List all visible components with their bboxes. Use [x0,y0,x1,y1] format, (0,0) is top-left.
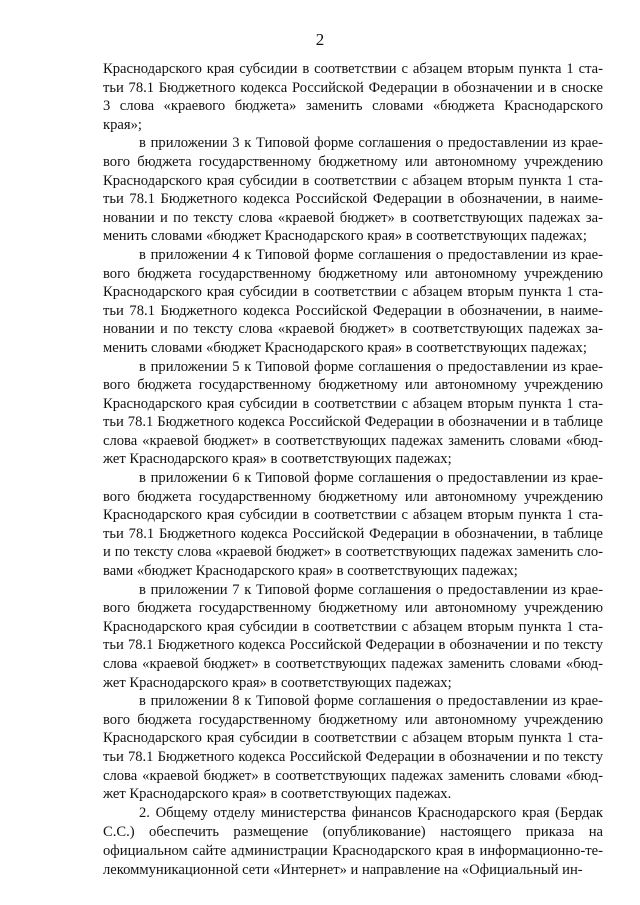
paragraph-appendix-6: в приложении 6 к Типовой форме соглашения о предоставлении из краевого бюджета государственному бюджетному или автономному учреждению Краснодарского края субсидии в соответствии с абзацем вторым пункта 1 статьи 78.1 Бюджетного кодекса Российской Федерации в обозначении, в таблице и по тексту слова «краевой бюджет» в соответствующих падежах заменить словами «бюджет Краснодарского края» в соответствующих падежах; [103,470,603,580]
paragraph-appendix-3: в приложении 3 к Типовой форме соглашения о предоставлении из краевого бюджета государственному бюджетному или автономному учреждению Краснодарского края субсидии в соответствии с абзацем вторым пункта 1 статьи 78.1 Бюджетного кодекса Российской Федерации в обозначении, в наименовании и по тексту слова «краевой бюджет» в соответствующих падежах заменить словами «бюджет Краснодарского края» в соответствующих падежах; [103,135,603,245]
paragraph-appendix-4: в приложении 4 к Типовой форме соглашения о предоставлении из краевого бюджета государственному бюджетному или автономному учреждению Краснодарского края субсидии в соответствии с абзацем вторым пункта 1 статьи 78.1 Бюджетного кодекса Российской Федерации в обозначении, в наименовании и по тексту слова «краевой бюджет» в соответствующих падежах заменить словами «бюджет Краснодарского края» в соответствующих падежах; [103,246,603,356]
document-body [103,60,603,880]
page-number: 2 [315,30,325,49]
paragraph-appendix-5: в приложении 5 к Типовой форме соглашения о предоставлении из краевого бюджета государственному бюджетному или автономному учреждению Краснодарского края субсидии в соответствии с абзацем вторым пункта 1 статьи 78.1 Бюджетного кодекса Российской Федерации в обозначении и в таблице слова «краевой бюджет» в соответствующих падежах заменить словами «бюджет Краснодарского края» в соответствующих падежах; [103,358,603,468]
paragraph-continuation: Краснодарского края субсидии в соответствии с абзацем вторым пункта 1 статьи 78.1 Бюджетного кодекса Российской Федерации в обозначении и в сноске 3 слова «краевого бюджета» заменить словами «бюджета Краснодарского края»; [103,61,603,133]
paragraph-appendix-7: в приложении 7 к Типовой форме соглашения о предоставлении из краевого бюджета государственному бюджетному или автономному учреждению Краснодарского края субсидии в соответствии с абзацем вторым пункта 1 статьи 78.1 Бюджетного кодекса Российской Федерации в обозначении и по тексту слова «краевой бюджет» в соответствующих падежах заменить словами «бюджет Краснодарского края» в соответствующих падежах; [103,581,603,691]
paragraph-item-2: 2. Общему отделу министерства финансов Краснодарского края (Бердак С.С.) обеспечить размещение (опубликование) настоящего приказа на официальном сайте администрации Краснодарского края в информационно-телекоммуникационной сети «Интернет» и направление на «Официальный ин- [103,804,603,878]
paragraph-appendix-8: в приложении 8 к Типовой форме соглашения о предоставлении из краевого бюджета государственному бюджетному или автономному учреждению Краснодарского края субсидии в соответствии с абзацем вторым пункта 1 статьи 78.1 Бюджетного кодекса Российской Федерации в обозначении и по тексту слова «краевой бюджет» в соответствующих падежах заменить словами «бюджет Краснодарского края» в соответствующих падежах. [103,693,603,803]
